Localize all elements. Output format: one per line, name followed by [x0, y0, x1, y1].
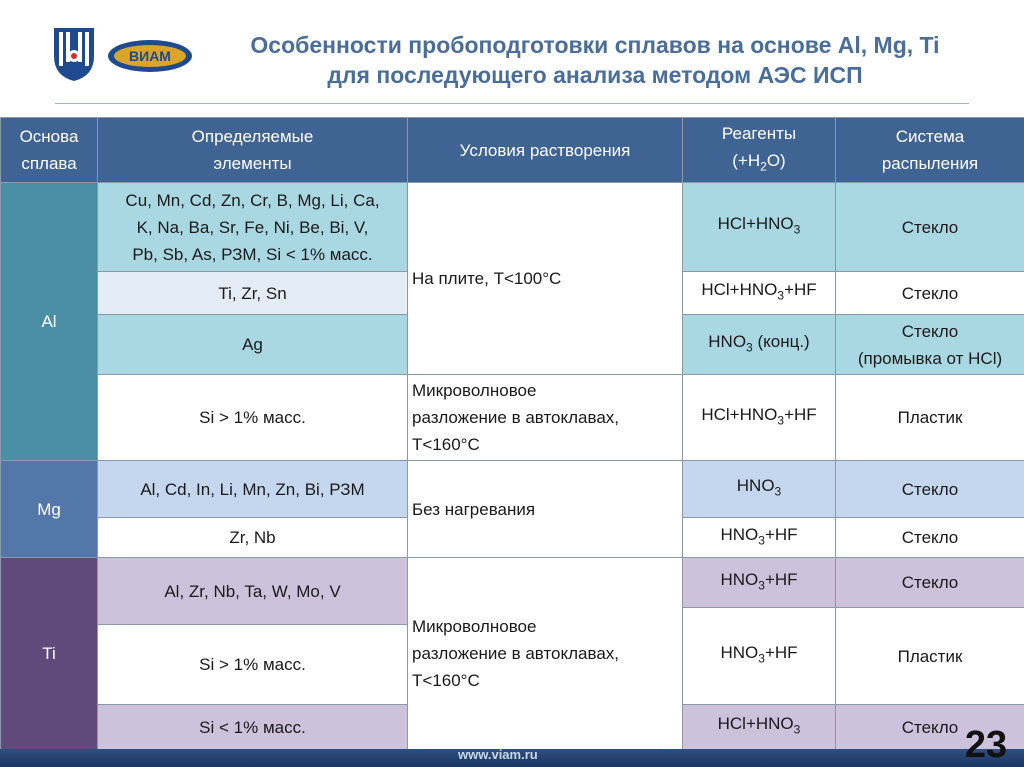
header-reagents: Реагенты $(+H_2O)$ [683, 118, 836, 183]
spray-cell: Стекло [836, 705, 1024, 750]
reagent-cell: $HCl+HNO_3+HF$ [683, 375, 836, 461]
viam-logo [106, 38, 194, 74]
table-header-row [1, 118, 1024, 183]
conditions-cell: На плите, Т<100°С [408, 183, 683, 375]
reagent-cell: $HNO_3$ (конц.) [683, 315, 836, 375]
spray-cell: Стекло [836, 183, 1024, 272]
header-divider [55, 103, 969, 104]
page-number: 23 [964, 724, 1008, 766]
elements-cell: Zr, Nb [98, 518, 408, 558]
header-conditions: Условия растворения [408, 118, 683, 183]
table-row [1, 183, 1024, 272]
header-spray-system: Система распыления [836, 118, 1024, 183]
reagent-cell: $HCl+HNO_3$ [683, 183, 836, 272]
reagent-cell: $HNO_3+HF$ [683, 518, 836, 558]
elements-cell: Si > 1% масс. [98, 625, 408, 705]
reagent-cell: $HNO_3+HF$ [683, 608, 836, 705]
spray-cell: Стекло [836, 272, 1024, 315]
reagent-cell: $HCl+HNO_3$ [683, 705, 836, 750]
alloy-preparation-table [0, 117, 1024, 750]
elements-cell: Ti, Zr, Sn [98, 272, 408, 315]
reagent-cell: $HCl+HNO_3+HF$ [683, 272, 836, 315]
spray-cell: Стекло (промывка от HCl) [836, 315, 1024, 375]
header-elements: Определяемые элементы [98, 118, 408, 183]
footer-url: www.viam.ru [458, 747, 538, 762]
spray-cell: Стекло [836, 518, 1024, 558]
base-al: Al [1, 183, 98, 461]
table-row [1, 461, 1024, 518]
elements-cell: Si > 1% масс. [98, 375, 408, 461]
spray-cell: Пластик [836, 608, 1024, 705]
viam-logo-text: ВИАМ [129, 48, 171, 64]
elements-cell: Ag [98, 315, 408, 375]
title-line-1: Особенности пробоподготовки сплавов на основе Al, Mg, Ti [250, 32, 940, 58]
conditions-cell: Микроволновое разложение в автоклавах, Т<160°С [408, 558, 683, 750]
institute-emblem-icon [52, 26, 96, 82]
elements-cell: Al, Zr, Nb, Ta, W, Mo, V [98, 558, 408, 625]
base-mg: Mg [1, 461, 98, 558]
reagent-cell: $HNO_3$ [683, 461, 836, 518]
spray-cell: Стекло [836, 461, 1024, 518]
elements-cell: Si < 1% масс. [98, 705, 408, 750]
header-base: Основа сплава [1, 118, 98, 183]
table-row [1, 375, 1024, 461]
slide-header [0, 0, 1024, 116]
base-ti: Ti [1, 558, 98, 750]
reagent-cell: $HNO_3+HF$ [683, 558, 836, 608]
slide-title [200, 30, 990, 90]
spray-cell: Стекло [836, 558, 1024, 608]
table-row [1, 558, 1024, 608]
elements-cell: Al, Cd, In, Li, Mn, Zn, Bi, РЗМ [98, 461, 408, 518]
spray-cell: Пластик [836, 375, 1024, 461]
title-line-2: для последующего анализа методом АЭС ИСП [327, 62, 863, 88]
conditions-cell: Без нагревания [408, 461, 683, 558]
conditions-cell: Микроволновое разложение в автоклавах, Т<160°С [408, 375, 683, 461]
elements-cell: Cu, Mn, Cd, Zn, Cr, B, Mg, Li, Ca, K, Na, Ba, Sr, Fe, Ni, Be, Bi, V, Pb, Sb, As, РЗМ, Si < 1% масс. [98, 183, 408, 272]
